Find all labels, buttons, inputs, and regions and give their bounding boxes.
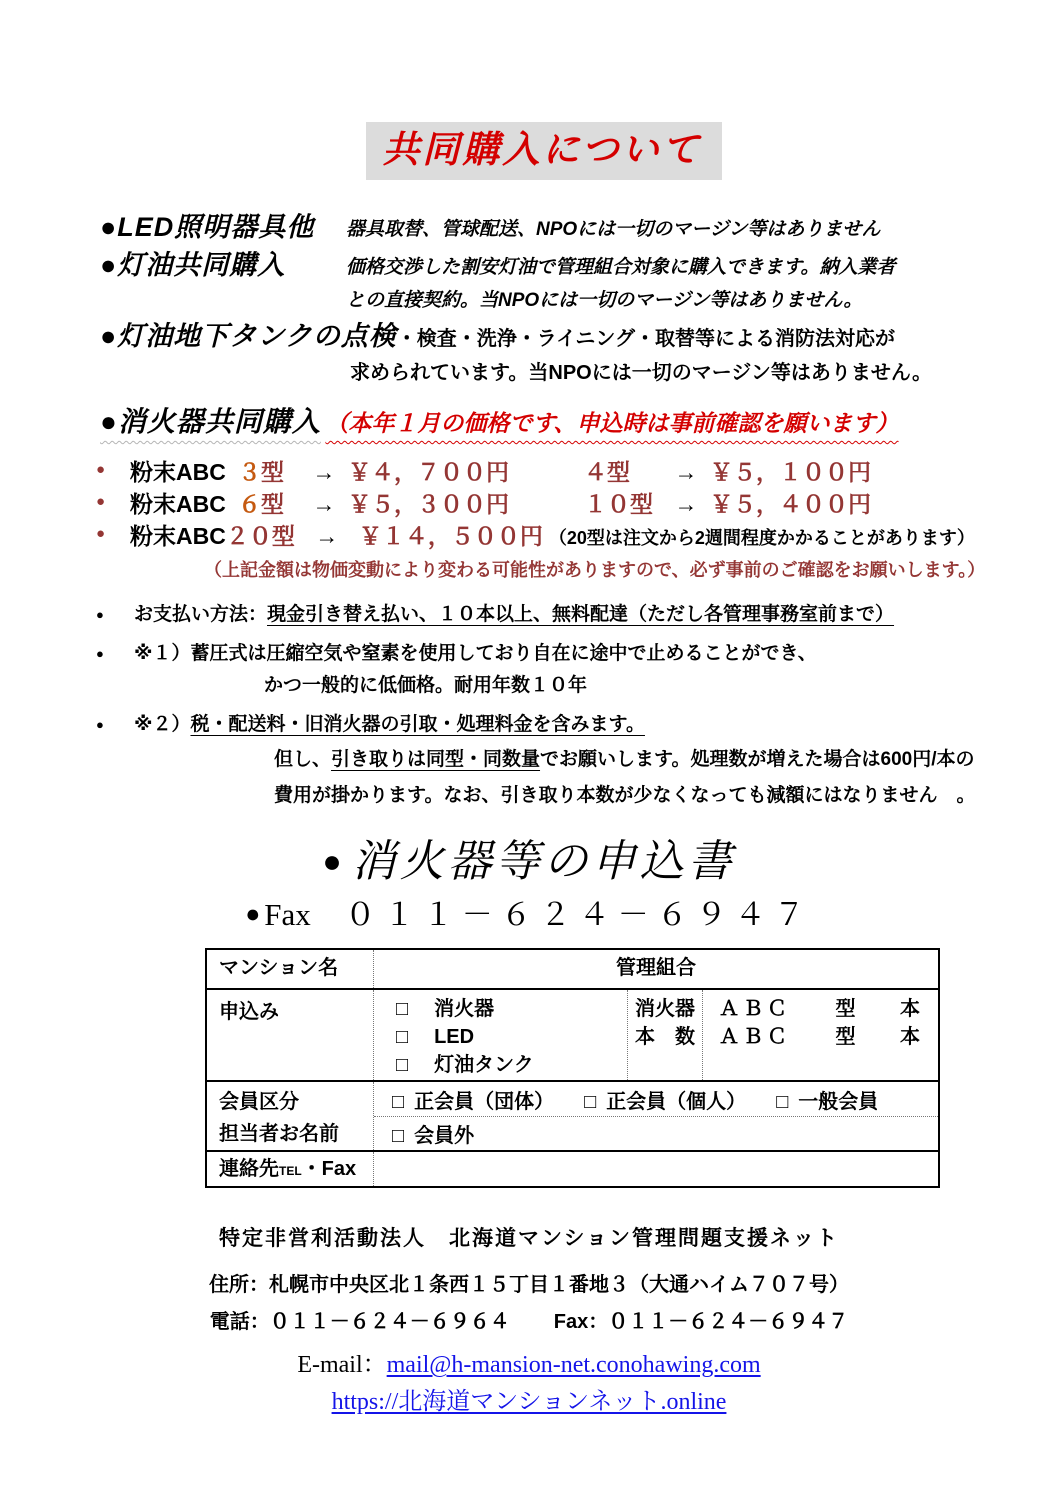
contact-label-suffix: ・Fax xyxy=(301,1158,357,1180)
fax-number: ０１１－６２４－６９４７ xyxy=(344,897,813,932)
count-header-line1: 消火器 xyxy=(635,998,695,1020)
email-line xyxy=(0,1344,1058,1379)
intro-item-tank-body-line2: 求められています。当NPOには一切のマージン等はありません。 xyxy=(350,362,933,384)
price-value: ￥４，７００円 xyxy=(348,459,509,485)
apply-label: 申込み xyxy=(207,990,374,1080)
note2-line2-underlined: 引き取りは同型・同数量 xyxy=(331,749,541,770)
page-title: 共同購入について xyxy=(366,122,721,180)
price-row-type20 xyxy=(96,518,1058,550)
payment-method-prefix: お支払い方法： xyxy=(134,604,268,625)
lead-time-note: （20型は注文から2週間程度かかることがあります） xyxy=(548,528,975,548)
email-link[interactable]: mail@h-mansion-net.conohawing.com xyxy=(386,1352,761,1378)
intro-item-tank xyxy=(100,317,1058,388)
payment-method-row xyxy=(96,600,1058,629)
type-label xyxy=(238,454,300,487)
bullet-icon: ● xyxy=(96,461,106,478)
abc-entry-row xyxy=(719,1023,920,1051)
fax-label: Fax xyxy=(264,897,311,932)
contact-label xyxy=(207,1152,374,1186)
product-name: 粉末ABC xyxy=(130,523,226,549)
table-row-membership xyxy=(207,1080,938,1150)
member-option-label: 会員外 xyxy=(414,1125,475,1147)
url-line xyxy=(0,1381,1058,1416)
intro-item-kerosene-body-line2: との直接契約。当NPOには一切のマージン等はありません。 xyxy=(346,290,863,311)
intro-item-led-body: 器具取替、管球配送、NPOには一切のマージン等はありません xyxy=(346,219,881,240)
price-value-2: ￥５，４００円 xyxy=(710,491,871,517)
member-option-nonmember xyxy=(392,1119,474,1148)
bullet-icon: ● xyxy=(322,843,346,879)
price-change-caution: （上記金額は物価変動により変わる可能性がありますので、必ず事前のご確認をお願いします。） xyxy=(204,560,986,580)
note2-prefix: ※２） xyxy=(134,714,191,735)
member-option-label: 正会員（団体） xyxy=(414,1090,555,1113)
price-row-type3-4 xyxy=(96,454,1058,486)
intro-section xyxy=(100,208,1058,388)
payment-method-text xyxy=(134,600,894,629)
type-field-label: 型 xyxy=(835,998,856,1020)
type-label: ２０型 xyxy=(225,523,295,549)
type-suffix: 型 xyxy=(261,459,284,485)
intro-item-kerosene-body xyxy=(346,246,895,317)
note1-line2: かつ一般的に低価格。耐用年数１０年 xyxy=(264,675,588,696)
intro-item-tank-mid: ・検査・洗浄・ライニング・取替等 xyxy=(396,328,715,350)
apply-options xyxy=(374,990,627,1080)
member-option-label: 一般会員 xyxy=(798,1090,879,1113)
checkbox-icon: □ xyxy=(392,1125,405,1147)
type-label xyxy=(238,486,300,519)
apply-option-led xyxy=(396,1023,627,1051)
application-heading xyxy=(0,833,1058,890)
note2-row xyxy=(96,710,1058,739)
abc-entry-row xyxy=(719,995,920,1023)
table-row-apply xyxy=(207,988,938,1080)
product-name: 粉末ABC xyxy=(130,491,226,517)
arrow-icon: → xyxy=(312,491,336,517)
membership-options xyxy=(374,1082,938,1150)
arrow-icon: → xyxy=(674,491,698,517)
abc-entry-cell xyxy=(702,990,938,1080)
member-option-group xyxy=(392,1085,554,1114)
arrow-icon: → xyxy=(315,523,339,549)
apply-option-label: 灯油タンク xyxy=(434,1054,534,1076)
application-form-table xyxy=(205,948,940,1188)
membership-options-top xyxy=(374,1082,938,1117)
arrow-icon: → xyxy=(674,459,698,485)
mansion-name-value: 管理組合 xyxy=(616,957,696,979)
intro-item-kerosene-body-line1: 価格交渉した割安灯油で管理組合対象に購入できます。納入業者 xyxy=(346,257,896,278)
title-band xyxy=(30,122,1058,180)
count-header-line2: 本 数 xyxy=(635,1026,695,1048)
application-heading-text: 消火器等の申込書 xyxy=(351,837,736,886)
intro-item-tank-heading: ●灯油地下タンクの点検 xyxy=(100,321,397,351)
intro-item-led-heading: ●LED照明器具他 xyxy=(100,212,315,242)
contact-value-cell xyxy=(374,1152,938,1186)
arrow-icon: → xyxy=(312,459,336,485)
intro-item-kerosene-heading: ●灯油共同購入 xyxy=(100,250,286,280)
note2-line2 xyxy=(274,745,1058,775)
price-row-type6-10 xyxy=(96,486,1058,518)
phone-fax-line xyxy=(0,1305,1058,1334)
price-value: ￥１４，５００円 xyxy=(358,523,543,549)
type-field-label: 型 xyxy=(835,1026,856,1048)
price-value: ￥５，３００円 xyxy=(348,491,509,517)
intro-item-led xyxy=(100,208,1058,246)
price-value-2: ￥５，１００円 xyxy=(710,459,871,485)
table-row-mansion xyxy=(207,950,938,988)
note1-line1: ※１）蓄圧式は圧縮空気や窒素を使用しており自在に途中で止めることができ、 xyxy=(134,643,817,664)
abc-label: ＡＢＣ xyxy=(719,1026,791,1048)
payment-method-detail: 現金引き替え払い、１０本以上、無料配達（ただし各管理事務室前まで） xyxy=(267,604,895,625)
email-label: E-mail： xyxy=(297,1352,387,1378)
note2-line3: 費用が掛かります。なお、引き取り本数が少なくなっても減額にはなりません 。 xyxy=(274,785,976,806)
intro-item-kerosene xyxy=(100,246,1058,317)
contact-person-label: 担当者お名前 xyxy=(219,1123,339,1145)
member-option-label: 正会員（個人） xyxy=(606,1090,747,1113)
phone-number: 電話：０１１－６２４－６９６４ xyxy=(209,1311,510,1333)
fax-line xyxy=(0,894,1058,936)
extinguisher-count-header xyxy=(627,990,702,1080)
bullet-icon: ● xyxy=(245,901,261,928)
checkbox-icon: □ xyxy=(396,1054,409,1076)
note1-row xyxy=(96,639,1058,668)
tel-abbreviation: TEL xyxy=(279,1164,302,1178)
price-list xyxy=(96,454,1058,584)
count-field-label: 本 xyxy=(900,1026,920,1048)
intro-item-tank-tail: による消防法対応が xyxy=(714,328,895,350)
conditions-list xyxy=(96,600,1058,811)
type-number: ６ xyxy=(238,491,261,517)
type-suffix: 型 xyxy=(261,491,284,517)
note2-line2-prefix: 但し、 xyxy=(274,749,332,770)
contact-label-prefix: 連絡先 xyxy=(219,1158,279,1180)
type-number: ３ xyxy=(238,459,261,485)
member-option-individual xyxy=(584,1085,746,1114)
checkbox-icon: □ xyxy=(584,1090,597,1113)
address-line: 住所：札幌市中央区北１条西１５丁目１番地３（大通ハイム７０７号） xyxy=(209,1274,849,1296)
checkbox-icon: □ xyxy=(392,1090,405,1113)
checkbox-icon: □ xyxy=(396,998,409,1020)
membership-labels xyxy=(207,1082,374,1150)
apply-option-extinguisher xyxy=(396,995,627,1023)
website-link[interactable]: https://北海道マンションネット.online xyxy=(331,1389,727,1415)
count-field-label: 本 xyxy=(900,998,920,1020)
bullet-icon: ● xyxy=(96,525,106,542)
membership-type-label: 会員区分 xyxy=(219,1091,299,1113)
apply-option-label: LED xyxy=(434,1026,475,1048)
bullet-icon: ● xyxy=(96,493,106,510)
extinguisher-section-title: ●消火器共同購入 xyxy=(100,406,321,437)
note2-line2-rest: でお願いします。処理数が増えた場合は600円/本の xyxy=(540,749,975,770)
membership-options-bottom xyxy=(374,1117,938,1150)
checkbox-icon: □ xyxy=(396,1026,409,1048)
product-name: 粉末ABC xyxy=(130,459,226,485)
note2-underlined: 税・配送料・旧消火器の引取・処理料金を含みます。 xyxy=(190,714,645,735)
extinguisher-section-heading xyxy=(100,400,1058,440)
note2-line1 xyxy=(134,710,645,739)
apply-option-tank xyxy=(396,1051,627,1079)
type-label-2: １０型 xyxy=(584,491,653,517)
organization-name: 特定非営利活動法人 北海道マンション管理問題支援ネット xyxy=(218,1227,840,1250)
bullet-icon: ● xyxy=(96,607,104,622)
type-label-2: ４型 xyxy=(584,459,630,485)
checkbox-icon: □ xyxy=(776,1090,789,1113)
fax-number-footer: Fax：０１１－６２４－６９４７ xyxy=(553,1311,849,1333)
mansion-name-label: マンション名 xyxy=(207,950,374,988)
table-row-contact xyxy=(207,1150,938,1186)
member-option-general xyxy=(776,1085,878,1114)
abc-label: ＡＢＣ xyxy=(719,998,791,1020)
bullet-icon: ● xyxy=(96,717,104,732)
bullet-icon: ● xyxy=(96,646,104,661)
apply-option-label: 消火器 xyxy=(434,998,495,1020)
extinguisher-section-price-note: （本年１月の価格です、申込時は事前確認を願います） xyxy=(325,410,899,436)
